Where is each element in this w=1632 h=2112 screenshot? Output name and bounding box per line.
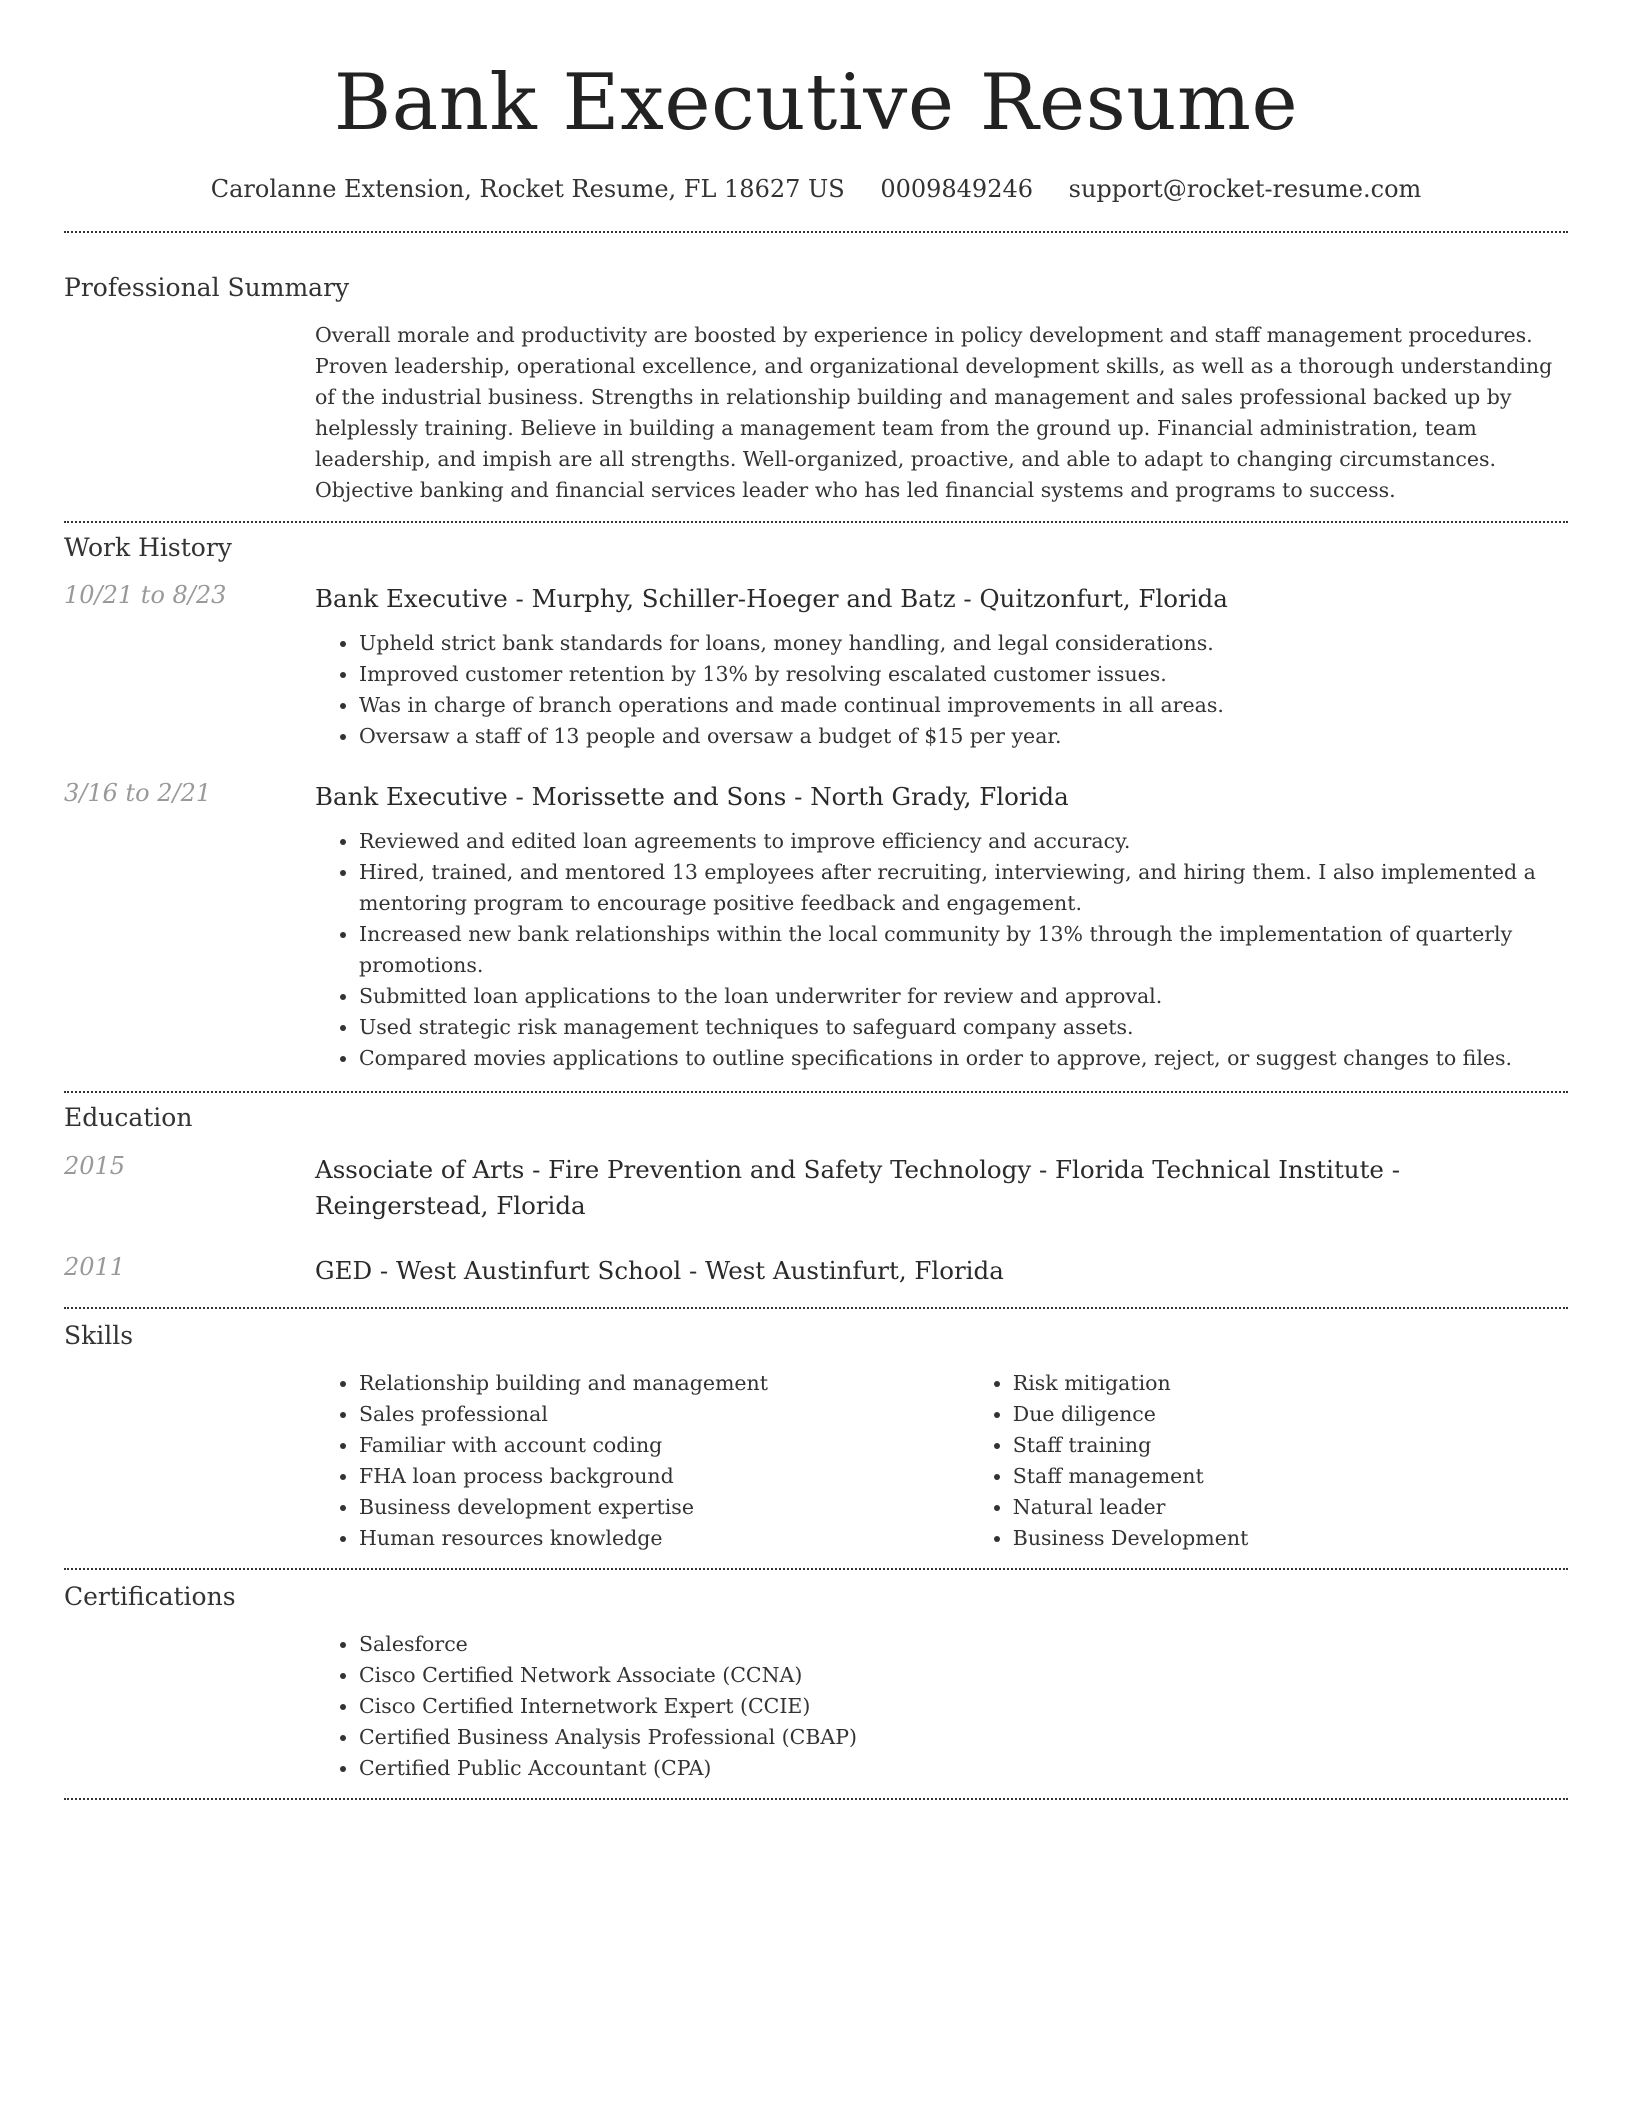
divider bbox=[64, 231, 1568, 233]
list-item: • Risk mitigation bbox=[1013, 1368, 1568, 1399]
job-title: Bank Executive - Morissette and Sons - North Grady, Florida bbox=[315, 782, 1069, 811]
education-year: 2011 bbox=[64, 1253, 126, 1281]
job-dates: 3/16 to 2/21 bbox=[64, 779, 212, 807]
job-entry bbox=[64, 779, 1568, 1074]
list-item: • Compared movies applications to outline specifications in order to approve, reject, or suggest changes to files. bbox=[359, 1043, 1568, 1074]
resume-title: Bank Executive Resume bbox=[333, 58, 1299, 148]
divider bbox=[64, 1307, 1568, 1309]
list-item: • Was in charge of branch operations and made continual improvements in all areas. bbox=[359, 690, 1568, 721]
divider bbox=[64, 1091, 1568, 1093]
contact-phone: 0009849246 bbox=[880, 175, 1034, 203]
list-item: • Relationship building and management bbox=[359, 1368, 969, 1399]
skills-list bbox=[315, 1368, 1568, 1554]
job-dates: 10/21 to 8/23 bbox=[64, 581, 227, 609]
list-item: • Increased new bank relationships within the local community by 13% through the implementation of quarterly promotions. bbox=[359, 919, 1568, 981]
list-item: • Hired, trained, and mentored 13 employees after recruiting, interviewing, and hiring them. I also implemented a mentoring program to encourage positive feedback and engagement. bbox=[359, 857, 1568, 919]
list-item: • Familiar with account coding bbox=[359, 1430, 969, 1461]
divider bbox=[64, 1568, 1568, 1570]
divider bbox=[64, 1798, 1568, 1800]
contact-line bbox=[64, 175, 1568, 203]
list-item: • Staff management bbox=[1013, 1461, 1568, 1492]
summary-text: Overall morale and productivity are boosted by experience in policy development and staff management procedures. Proven leadership, operational excellence, and organizational development skills, as well as a thorough understanding of the industrial business. Strengths in relationship building and management and sales professional backed up by helplessly training. Believe in building a management team from the ground up. Financial administration, team leadership, and impish are all strengths. Well-organized, proactive, and able to adapt to changing circumstances. Objective banking and financial services leader who has led financial systems and programs to success. bbox=[315, 323, 1553, 502]
education-year: 2015 bbox=[64, 1152, 126, 1180]
list-item: • Used strategic risk management techniques to safeguard company assets. bbox=[359, 1012, 1568, 1043]
list-item: • Staff training bbox=[1013, 1430, 1568, 1461]
job-title: Bank Executive - Murphy, Schiller-Hoeger and Batz - Quitzonfurt, Florida bbox=[315, 584, 1228, 613]
list-item: • Improved customer retention by 13% by resolving escalated customer issues. bbox=[359, 659, 1568, 690]
education-entry bbox=[64, 1152, 1568, 1224]
list-item: • Submitted loan applications to the loan underwriter for review and approval. bbox=[359, 981, 1568, 1012]
list-item: • Natural leader bbox=[1013, 1492, 1568, 1523]
summary-heading: Professional Summary bbox=[64, 273, 350, 302]
education-detail: Associate of Arts - Fire Prevention and Safety Technology - Florida Technical Institute - Reingerstead, Florida bbox=[315, 1155, 1400, 1220]
list-item: • FHA loan process background bbox=[359, 1461, 969, 1492]
list-item: • Reviewed and edited loan agreements to improve efficiency and accuracy. bbox=[359, 826, 1568, 857]
list-item: • Sales professional bbox=[359, 1399, 969, 1430]
list-item: • Business Development bbox=[1013, 1523, 1568, 1554]
list-item: • Upheld strict bank standards for loans, money handling, and legal considerations. bbox=[359, 628, 1568, 659]
list-item: • Human resources knowledge bbox=[359, 1523, 969, 1554]
skills-column-left bbox=[315, 1368, 969, 1554]
divider bbox=[64, 521, 1568, 523]
skills-heading: Skills bbox=[64, 1321, 134, 1350]
work-history-heading: Work History bbox=[64, 533, 232, 562]
contact-email: support@rocket-resume.com bbox=[1068, 175, 1422, 203]
education-heading: Education bbox=[64, 1103, 193, 1132]
list-item: • Salesforce bbox=[359, 1629, 1568, 1660]
job-entry bbox=[64, 581, 1568, 752]
list-item: • Certified Public Accountant (CPA) bbox=[359, 1753, 1568, 1784]
certifications-list bbox=[315, 1629, 1568, 1784]
skills-column-right bbox=[969, 1368, 1568, 1554]
list-item: • Cisco Certified Network Associate (CCNA) bbox=[359, 1660, 1568, 1691]
list-item: • Due diligence bbox=[1013, 1399, 1568, 1430]
list-item: • Oversaw a staff of 13 people and oversaw a budget of $15 per year. bbox=[359, 721, 1568, 752]
job-duties bbox=[315, 628, 1568, 752]
list-item: • Certified Business Analysis Professional (CBAP) bbox=[359, 1722, 1568, 1753]
job-duties bbox=[315, 826, 1568, 1074]
certifications-heading: Certifications bbox=[64, 1582, 236, 1611]
list-item: • Cisco Certified Internetwork Expert (CCIE) bbox=[359, 1691, 1568, 1722]
list-item: • Business development expertise bbox=[359, 1492, 969, 1523]
education-detail: GED - West Austinfurt School - West Austinfurt, Florida bbox=[315, 1256, 1004, 1285]
education-entry bbox=[64, 1253, 1568, 1289]
contact-address: Carolanne Extension, Rocket Resume, FL 18627 US bbox=[210, 175, 845, 203]
resume-page bbox=[64, 0, 1568, 1800]
